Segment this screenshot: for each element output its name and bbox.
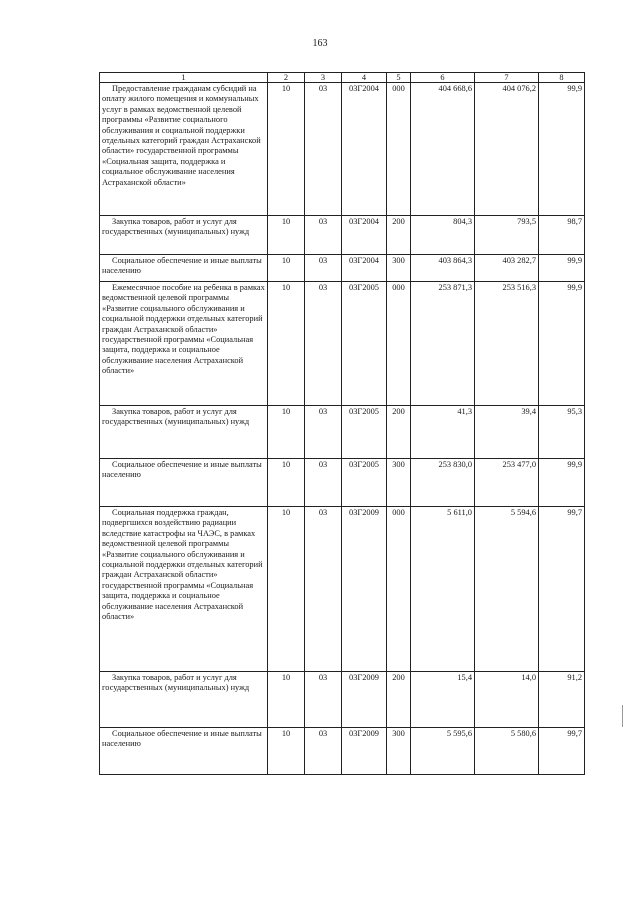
col-header-name: 1 <box>100 73 268 83</box>
table-row <box>100 672 585 728</box>
podrazdel-cell: 03 <box>305 728 342 775</box>
row-name: Социальное обеспечение и иные выплаты населению <box>102 729 262 749</box>
fact-cell: 404 076,2 <box>475 83 539 216</box>
plan-cell: 41,3 <box>411 406 475 459</box>
csr-cell: 03Г2009 <box>342 672 387 728</box>
percent-cell: 99,9 <box>539 255 585 282</box>
percent-cell: 91,2 <box>539 672 585 728</box>
podrazdel-cell: 03 <box>305 83 342 216</box>
vr-cell: 000 <box>387 282 411 406</box>
vr-cell: 000 <box>387 83 411 216</box>
row-name: Социальное обеспечение и иные выплаты населению <box>102 256 262 276</box>
vr-cell: 300 <box>387 459 411 507</box>
podrazdel-cell: 03 <box>305 216 342 255</box>
fact-cell: 5 580,6 <box>475 728 539 775</box>
percent-cell: 99,9 <box>539 83 585 216</box>
col-header-plan: 6 <box>411 73 475 83</box>
razdel-cell: 10 <box>268 672 305 728</box>
table-row <box>100 459 585 507</box>
margin-scan-mark <box>622 705 623 727</box>
table-row <box>100 83 585 216</box>
row-name: Закупка товаров, работ и услуг для государственных (муниципальных) нужд <box>102 673 250 693</box>
row-name: Социальное обеспечение и иные выплаты населению <box>102 460 262 480</box>
razdel-cell: 10 <box>268 216 305 255</box>
row-name: Ежемесячное пособие на ребенка в рамках ведомственной целевой программы «Развитие социального обслуживания и социальной поддержки отдельных категорий граждан Астраханской области» государственной программы «Социальная защита, поддержка и социальное обслуживание населения Астраханской области» <box>102 283 265 376</box>
csr-cell: 03Г2004 <box>342 216 387 255</box>
row-name-cell <box>100 83 268 216</box>
budget-table <box>99 72 585 775</box>
table-row <box>100 282 585 406</box>
row-name: Закупка товаров, работ и услуг для государственных (муниципальных) нужд <box>102 217 250 237</box>
podrazdel-cell: 03 <box>305 282 342 406</box>
page-number: 163 <box>312 38 328 49</box>
podrazdel-cell: 03 <box>305 459 342 507</box>
percent-cell: 99,7 <box>539 728 585 775</box>
row-name-cell <box>100 255 268 282</box>
plan-cell: 5 595,6 <box>411 728 475 775</box>
fact-cell: 5 594,6 <box>475 507 539 672</box>
razdel-cell: 10 <box>268 507 305 672</box>
csr-cell: 03Г2005 <box>342 282 387 406</box>
percent-cell: 99,9 <box>539 459 585 507</box>
row-name-cell <box>100 216 268 255</box>
csr-cell: 03Г2009 <box>342 507 387 672</box>
table-row <box>100 507 585 672</box>
row-name: Социальная поддержка граждан, подвергшихся воздействию радиации вследствие катастрофы на ЧАЭС, в рамках ведомственной целевой программы «Развитие социального обслуживания и социальной поддержки отдельных категорий граждан Астраханской области» государственной программы «Социальная защита, поддержка и социальное обслуживание населения Астраханской области» <box>102 508 263 622</box>
razdel-cell: 10 <box>268 728 305 775</box>
vr-cell: 200 <box>387 406 411 459</box>
percent-cell: 95,3 <box>539 406 585 459</box>
plan-cell: 15,4 <box>411 672 475 728</box>
vr-cell: 300 <box>387 255 411 282</box>
row-name-cell <box>100 459 268 507</box>
vr-cell: 300 <box>387 728 411 775</box>
podrazdel-cell: 03 <box>305 255 342 282</box>
fact-cell: 793,5 <box>475 216 539 255</box>
col-header-fact: 7 <box>475 73 539 83</box>
plan-cell: 403 864,3 <box>411 255 475 282</box>
csr-cell: 03Г2004 <box>342 255 387 282</box>
plan-cell: 804,3 <box>411 216 475 255</box>
vr-cell: 200 <box>387 216 411 255</box>
table-row <box>100 728 585 775</box>
col-header-podrazdel: 3 <box>305 73 342 83</box>
fact-cell: 14,0 <box>475 672 539 728</box>
table-row <box>100 255 585 282</box>
row-name-cell <box>100 728 268 775</box>
csr-cell: 03Г2005 <box>342 406 387 459</box>
razdel-cell: 10 <box>268 406 305 459</box>
plan-cell: 253 830,0 <box>411 459 475 507</box>
percent-cell: 98,7 <box>539 216 585 255</box>
row-name-cell <box>100 507 268 672</box>
percent-cell: 99,9 <box>539 282 585 406</box>
row-name-cell <box>100 282 268 406</box>
csr-cell: 03Г2009 <box>342 728 387 775</box>
row-name-cell <box>100 672 268 728</box>
fact-cell: 253 477,0 <box>475 459 539 507</box>
plan-cell: 404 668,6 <box>411 83 475 216</box>
header-row <box>100 73 585 83</box>
fact-cell: 39,4 <box>475 406 539 459</box>
table-row <box>100 216 585 255</box>
podrazdel-cell: 03 <box>305 672 342 728</box>
podrazdel-cell: 03 <box>305 406 342 459</box>
col-header-vr: 5 <box>387 73 411 83</box>
razdel-cell: 10 <box>268 459 305 507</box>
csr-cell: 03Г2004 <box>342 83 387 216</box>
razdel-cell: 10 <box>268 282 305 406</box>
row-name-cell <box>100 406 268 459</box>
fact-cell: 403 282,7 <box>475 255 539 282</box>
podrazdel-cell: 03 <box>305 507 342 672</box>
col-header-csr: 4 <box>342 73 387 83</box>
razdel-cell: 10 <box>268 83 305 216</box>
razdel-cell: 10 <box>268 255 305 282</box>
plan-cell: 5 611,0 <box>411 507 475 672</box>
table-row <box>100 406 585 459</box>
fact-cell: 253 516,3 <box>475 282 539 406</box>
col-header-razdel: 2 <box>268 73 305 83</box>
vr-cell: 000 <box>387 507 411 672</box>
vr-cell: 200 <box>387 672 411 728</box>
plan-cell: 253 871,3 <box>411 282 475 406</box>
csr-cell: 03Г2005 <box>342 459 387 507</box>
row-name: Предоставление гражданам субсидий на оплату жилого помещения и коммунальных услуг в рамках ведомственной целевой программы «Развитие социального обслуживания и социальной поддержки отдельных категорий граждан Астраханской области» государственной программы «Социальная защита, поддержка и социальное обслуживание населения Астраханской области» <box>102 84 261 187</box>
row-name: Закупка товаров, работ и услуг для государственных (муниципальных) нужд <box>102 407 250 427</box>
percent-cell: 99,7 <box>539 507 585 672</box>
col-header-percent: 8 <box>539 73 585 83</box>
